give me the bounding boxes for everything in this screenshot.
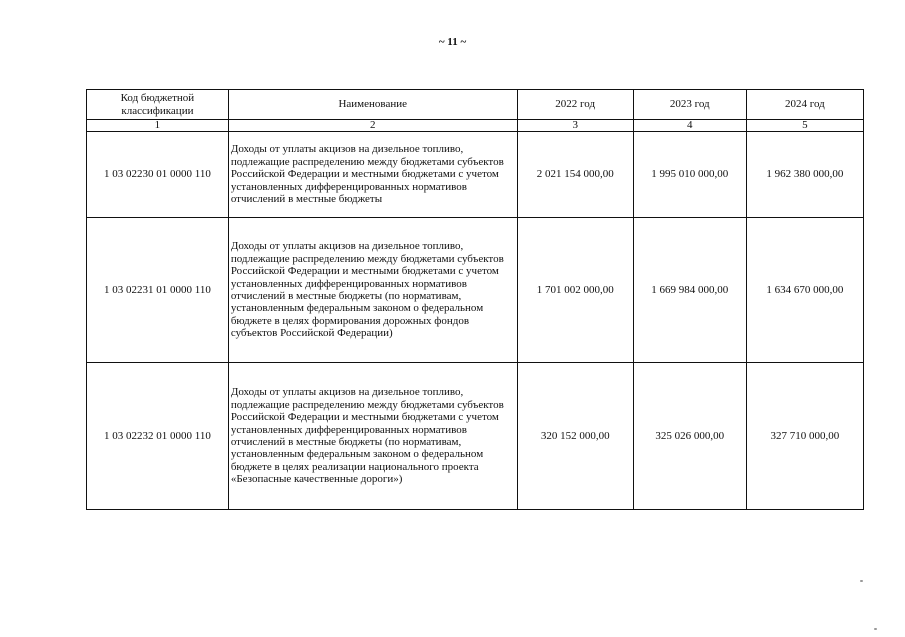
- column-number: 2: [228, 120, 517, 132]
- amount-2022-cell: 2 021 154 000,00: [517, 132, 633, 218]
- amount-2024-cell: 1 962 380 000,00: [746, 132, 863, 218]
- column-number: 3: [517, 120, 633, 132]
- table-row: [87, 218, 864, 363]
- table-header-row: [87, 90, 864, 120]
- header-2024: 2024 год: [746, 90, 863, 120]
- amount-2023-cell: 1 995 010 000,00: [633, 132, 746, 218]
- table-row: [87, 363, 864, 510]
- budget-code-cell: 1 03 02230 01 0000 110: [87, 132, 229, 218]
- column-number-row: [87, 120, 864, 132]
- revenue-name-cell: Доходы от уплаты акцизов на дизельное топливо, подлежащие распределению между бюджетами субъектов Российской Федерации и местными бюджетами с учетом установленных дифференцированных нормативов отчислений в местные бюджеты (по нормативам, установленным федеральным законом о федеральном бюджете в целях реализации национального проекта «Безопасные качественные дороги»): [228, 363, 517, 510]
- amount-2024-cell: 1 634 670 000,00: [746, 218, 863, 363]
- budget-code-cell: 1 03 02232 01 0000 110: [87, 363, 229, 510]
- amount-2023-cell: 1 669 984 000,00: [633, 218, 746, 363]
- column-number: 5: [746, 120, 863, 132]
- header-2022: 2022 год: [517, 90, 633, 120]
- column-number: 4: [633, 120, 746, 132]
- scan-speck: [860, 580, 863, 582]
- header-2023: 2023 год: [633, 90, 746, 120]
- column-number: 1: [87, 120, 229, 132]
- amount-2022-cell: 1 701 002 000,00: [517, 218, 633, 363]
- header-code: Код бюджетной классификации: [87, 90, 229, 120]
- header-name: Наименование: [228, 90, 517, 120]
- page-number: ~ 11 ~: [438, 36, 467, 48]
- scan-speck: [874, 628, 877, 630]
- amount-2024-cell: 327 710 000,00: [746, 363, 863, 510]
- revenue-name-cell: Доходы от уплаты акцизов на дизельное топливо, подлежащие распределению между бюджетами субъектов Российской Федерации и местными бюджетами с учетом установленных дифференцированных нормативов отчислений в местные бюджеты (по нормативам, установленным федеральным законом о федеральном бюджете в целях формирования дорожных фондов субъектов Российской Федерации): [228, 218, 517, 363]
- budget-table: [86, 89, 864, 510]
- amount-2022-cell: 320 152 000,00: [517, 363, 633, 510]
- revenue-name-cell: Доходы от уплаты акцизов на дизельное топливо, подлежащие распределению между бюджетами субъектов Российской Федерации и местными бюджетами с учетом установленных дифференцированных нормативов отчислений в местные бюджеты: [228, 132, 517, 218]
- budget-code-cell: 1 03 02231 01 0000 110: [87, 218, 229, 363]
- amount-2023-cell: 325 026 000,00: [633, 363, 746, 510]
- table-row: [87, 132, 864, 218]
